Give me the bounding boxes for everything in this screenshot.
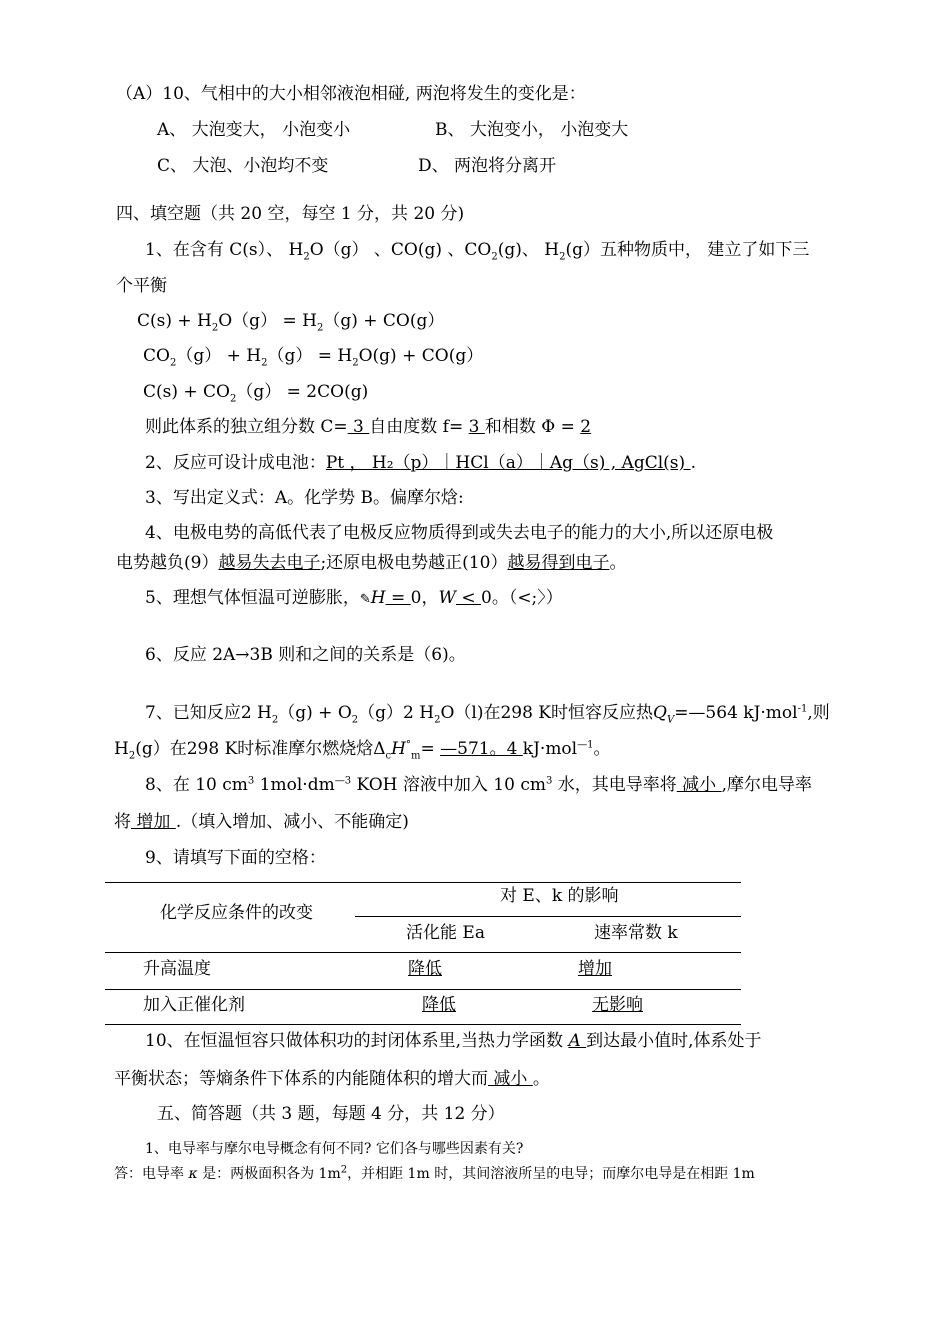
p7-line1: 7、已知反应2 $H_2(g) + O_2(g)2$ $H_2O(l)$在298 K时恒容反应热$Q_V=—564$ kJ·mol$^{-1}$,则 [145,703,830,726]
table-header-divider [355,916,741,917]
answer-10: 越易得到电子 [507,553,610,573]
q10-option-a: A、 大泡变大， 小泡变小 [157,120,351,140]
table-row-2-condition: 加入正催化剂 [143,995,245,1015]
table-row-rule [105,989,741,990]
answer-internal-energy: 减小 [488,1069,533,1089]
answer-components: 3 [347,417,370,437]
answer-freedom: 3 [468,417,485,437]
q10-option-b: B、 大泡变小， 小泡变大 [435,120,629,140]
section5-title: 五、简答题（共 3 题，每题 4 分，共 12 分） [157,1104,505,1124]
delta-icon: ✎ [359,592,371,607]
answer-9: 越易失去电子 [218,553,321,573]
answer-combustion-enthalpy: —571。4 [440,739,523,759]
table-header-condition: 化学反应条件的改变 [160,903,313,923]
table-header-rule [105,952,741,953]
q10-stem: （A）10、气相中的大小相邻液泡相碰, 两泡将发生的变化是： [116,84,586,104]
p1-answer: 则此体系的独立组分数 C= 3 自由度数 f= 3 和相数 Φ = 2 [145,417,592,437]
table-row-1-k: 增加 [578,959,612,979]
section4-title: 四、填空题（共 20 空，每空 1 分，共 20 分) [116,204,465,224]
q10-option-c: C、 大泡、小泡均不变 [157,156,329,176]
equation-2: $CO_2(g) + H_2(g) = H_2O(g) + CO(g)$ [143,346,484,369]
equation-3: $C(s) + CO_2(g) = 2CO(g)$ [143,382,369,405]
table-row-2-k: 无影响 [592,995,643,1015]
q10-option-d: D、 两泡将分离开 [418,156,557,176]
p9: 9、请填写下面的空格： [145,848,326,868]
equation-1: $C(s) + H_2O(g) = H_2(g) + CO(g)$ [137,311,445,334]
table-header-effect: 对 E、k 的影响 [500,886,619,906]
table-row-1-condition: 升高温度 [143,959,211,979]
p1-line2: 个平衡 [116,276,167,296]
answer-molar-conductivity: 增加 [131,812,176,832]
section5-q1: 1、电导率与摩尔电导概念有何不同? 它们各与哪些因素有关? [145,1141,524,1157]
p2-cell: 2、反应可设计成电池：Pt ， H₂（p）｜HCl（a）｜Ag（s) , AgCl(s) . [145,453,696,473]
table-col-k: 速率常数 k [594,923,678,943]
section5-answer: 答：电导率 κ 是：两极面积各为 $1m^2$，并相距 1m 时，其间溶液所呈的电导；而摩尔电导是在相距 1m [114,1164,755,1182]
p1-line1: 1、在含有 C(s）、 $H_2O(g)$ 、CO(g) 、$CO_2(g)$、 $H_2(g)$五种物质中， 建立了如下三 [145,240,810,263]
table-row-2-ea: 降低 [422,995,456,1015]
p4-line2: 电势越负(9）越易失去电子;还原电极电势越正(10）越易得到电子。 [116,553,627,573]
table-col-ea: 活化能 Ea [406,923,485,943]
p5: 5、理想气体恒温可逆膨胀，✎H = 0，W < 0。（<;〉） [145,588,563,608]
answer-function: A [568,1031,587,1051]
answer-cell: Pt ， H₂（p）｜HCl（a）｜Ag（s) , AgCl(s) [325,453,691,473]
answer-phases: 2 [580,417,592,437]
p10-line1: 10、在恒温恒容只做体积功的封闭体系里,当热力学函数 A 到达最小值时,体系处于 [145,1031,762,1051]
p8-line1: 8、在 10 $cm^3$ $1mol\cdot dm^{—3}$ KOH 溶液中加入 10 $cm^3$ 水，其电导率将 减小 ,摩尔电导率 [145,775,812,795]
p7-line2: $H_2(g)$在298 K时标准摩尔燃烧焓$\Delta_cH^\circ_m=$ —571。4 kJ·mol$^{—1}$。 [114,739,611,762]
table-top-rule [105,882,741,883]
p10-line2: 平衡状态；等熵条件下体系的内能随体积的增大而 减小 。 [114,1069,550,1089]
table-bottom-rule [105,1024,741,1025]
p4-line1: 4、电极电势的高低代表了电极反应物质得到或失去电子的能力的大小,所以还原电极 [145,523,774,543]
answer-conductivity: 减小 [676,775,722,795]
table-row-1-ea: 降低 [408,959,442,979]
p6: 6、反应 2A→3B 则和之间的关系是（6)。 [145,645,466,665]
p8-line2: 将 增加 .（填入增加、减小、不能确定) [114,812,409,832]
p3-definitions: 3、写出定义式：A。化学势 B。偏摩尔焓: [145,488,464,508]
